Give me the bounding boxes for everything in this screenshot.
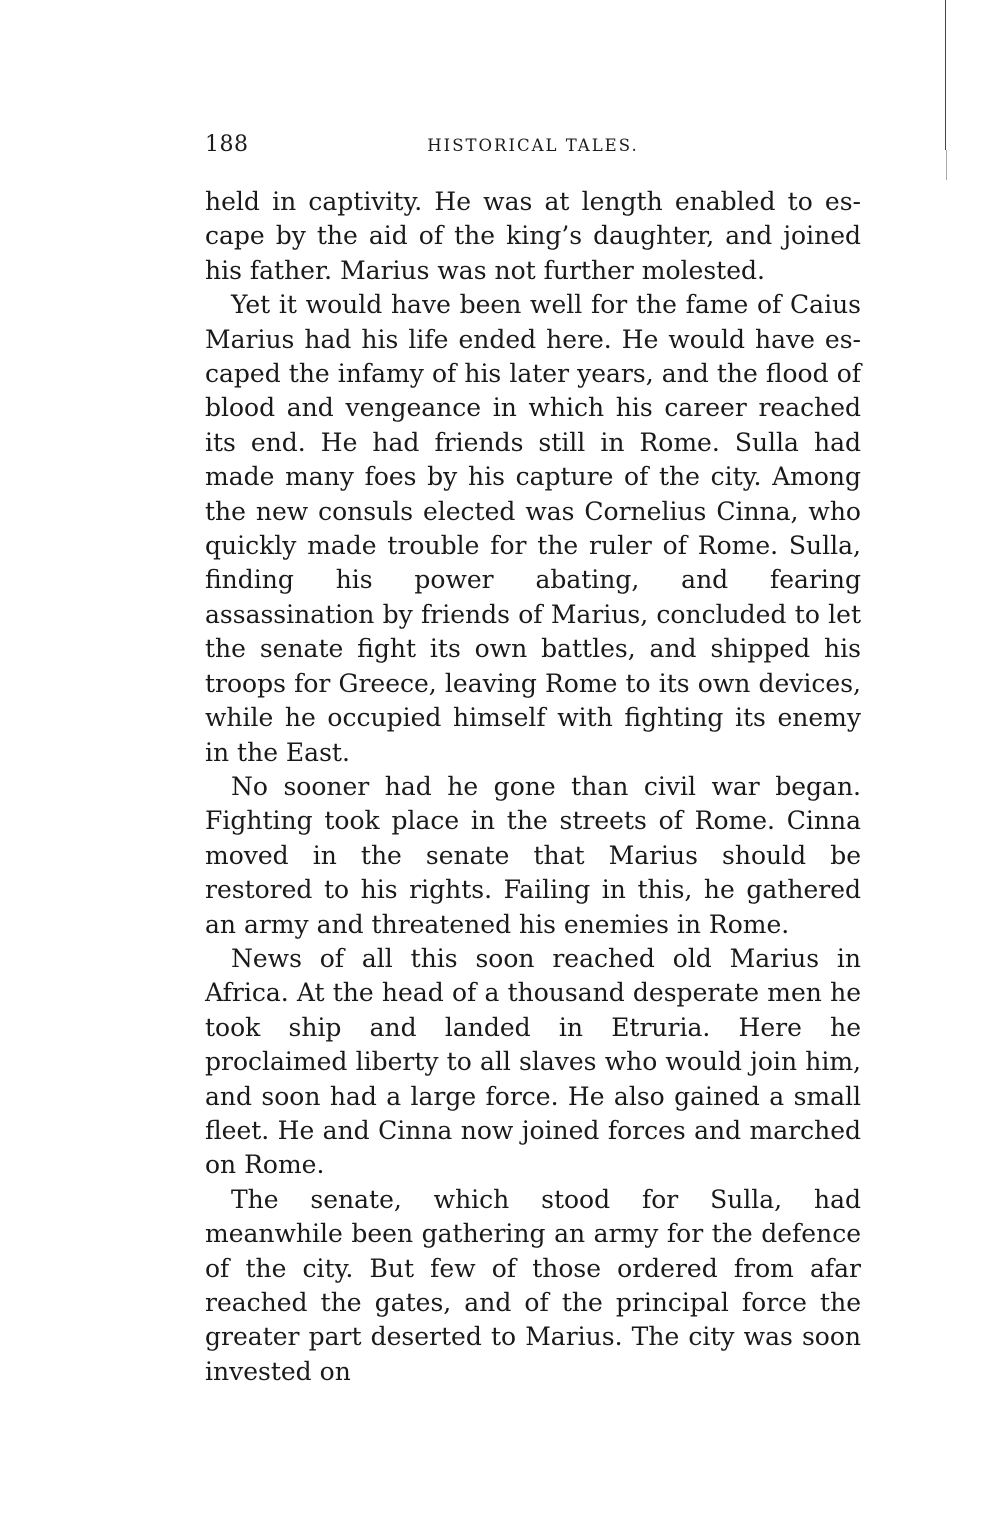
- page-header: [205, 118, 861, 162]
- page-number: 188: [205, 132, 249, 157]
- running-head: HISTORICAL TALES.: [427, 136, 639, 155]
- paragraph-caius-marius: Yet it would have been well for the fame of Caius Marius had his life ended here. He would have es- caped the infamy of his later years, and the flood of blood and vengeance in which his career reached its end. He had friends still in Rome. Sulla had made many foes by his capture of the city. Among the new consuls elected was Cornelius Cinna, who quickly made trouble for the ruler of Rome. Sulla, finding his power abating, and fearing assassination by friends of Marius, concluded to let the senate fight its own battles, and shipped his troops for Greece, leaving Rome to its own devices, while he occupied himself with fighting its enemy in the East.: [205, 290, 861, 767]
- page-edge-line-faint: [946, 150, 947, 180]
- paragraph-news-africa: News of all this soon reached old Marius in Africa. At the head of a thousand desperate men he took ship and landed in Etruria. Here he proclaimed liberty to all slaves who would join him, and soon had a large force. He also gained a small fleet. He and Cinna now joined forces and marched on Rome.: [205, 943, 861, 1180]
- page-edge-line: [945, 0, 946, 150]
- paragraph-senate-army: The senate, which stood for Sulla, had meanwhile been gathering an army for the defence of the city. But few of those ordered from afar reached the gates, and of the principal force the greater part deserted to Marius. The city was soon invested on: [205, 1184, 861, 1386]
- book-page: [205, 118, 861, 1389]
- paragraph-continuation: held in captivity. He was at length enabled to es- cape by the aid of the king’s daughter, and joined his father. Marius was not further molested.: [205, 187, 861, 285]
- paragraph-civil-war: No sooner had he gone than civil war began. Fighting took place in the streets of Rome. Cinna moved in the senate that Marius should be restored to his rights. Failing in this, he gathered an army and threatened his enemies in Rome.: [205, 771, 861, 939]
